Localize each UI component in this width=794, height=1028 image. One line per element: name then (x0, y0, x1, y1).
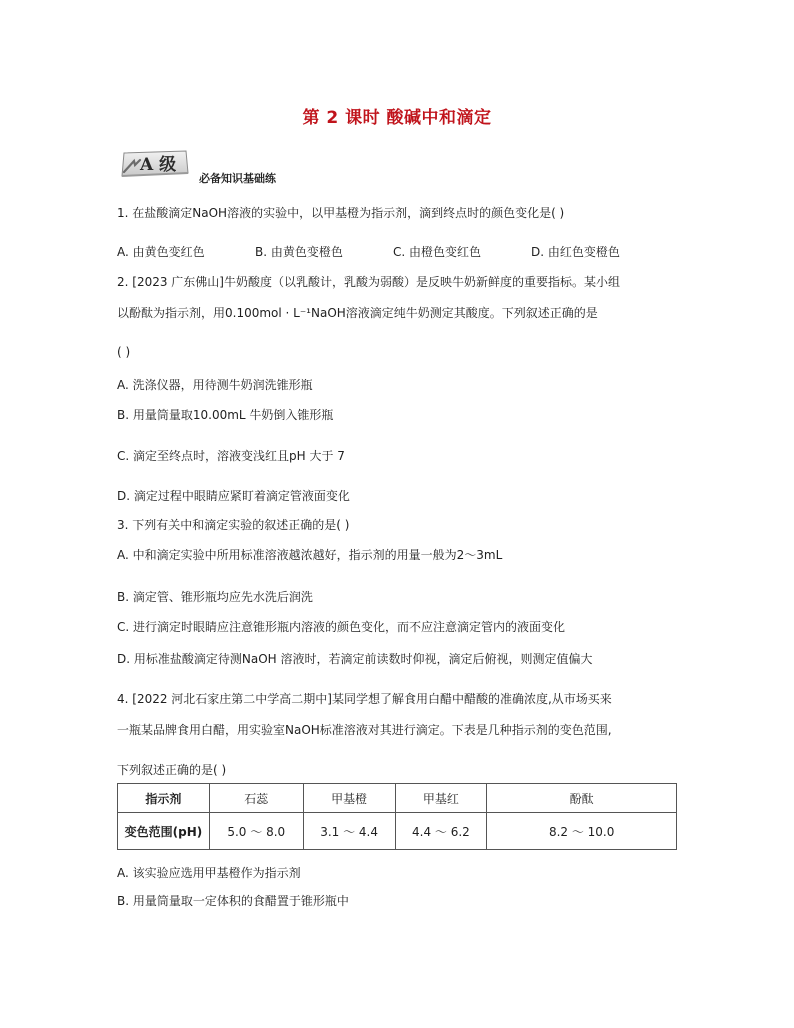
table-header-cell: 指示剂 (118, 784, 210, 813)
section-label: 必备知识基础练 (199, 172, 276, 185)
table-header-cell: 甲基橙 (303, 784, 395, 813)
indicator-table (117, 783, 677, 850)
q2-stem-line2: 以酚酞为指示剂，用0.100mol · L⁻¹NaOH溶液滴定纯牛奶测定其酸度。下列叙述正确的是 (117, 306, 598, 320)
q2-option-c: C. 滴定至终点时，溶液变浅红且pH 大于 7 (117, 449, 345, 463)
table-cell: 4.4 ～ 6.2 (395, 813, 487, 850)
q2-option-a: A. 洗涤仪器，用待测牛奶润洗锥形瓶 (117, 378, 313, 392)
q2-answer-paren: ( ) (117, 345, 131, 359)
table-header-cell: 甲基红 (395, 784, 487, 813)
level-badge (118, 147, 192, 179)
table-cell: 8.2 ～ 10.0 (487, 813, 677, 850)
q1-option-a: A. 由黄色变红色 (117, 245, 205, 259)
q1-option-b: B. 由黄色变橙色 (255, 245, 343, 259)
table-cell: 3.1 ～ 4.4 (303, 813, 395, 850)
level-badge-label: A 级 (140, 155, 177, 175)
q3-option-a: A. 中和滴定实验中所用标准溶液越浓越好，指示剂的用量一般为2～3mL (117, 548, 503, 562)
q4-stem-line3: 下列叙述正确的是( ) (117, 763, 227, 777)
q4-stem-line2: 一瓶某品牌食用白醋，用实验室NaOH标准溶液对其进行滴定。下表是几种指示剂的变色范围, (117, 723, 612, 737)
table-header-cell: 酚酞 (487, 784, 677, 813)
table-cell: 5.0 ～ 8.0 (209, 813, 303, 850)
q4-option-b: B. 用量筒量取一定体积的食醋置于锥形瓶中 (117, 894, 349, 908)
q3-option-c: C. 进行滴定时眼睛应注意锥形瓶内溶液的颜色变化，而不应注意滴定管内的液面变化 (117, 620, 566, 634)
q1-options (117, 243, 677, 261)
page-title: 第 2 课时 酸碱中和滴定 (302, 108, 492, 128)
q1-option-d: D. 由红色变橙色 (531, 245, 620, 259)
q2-option-d: D. 滴定过程中眼睛应紧盯着滴定管液面变化 (117, 489, 350, 503)
q3-option-d: D. 用标准盐酸滴定待测NaOH 溶液时，若滴定前读数时仰视，滴定后俯视，则测定值偏大 (117, 652, 593, 666)
table-header-row (118, 784, 677, 813)
q2-option-b: B. 用量筒量取10.00mL 牛奶倒入锥形瓶 (117, 408, 334, 422)
q3-option-b: B. 滴定管、锥形瓶均应先水洗后润洗 (117, 590, 313, 604)
table-header-cell: 石蕊 (209, 784, 303, 813)
table-row-label: 变色范围(pH) (118, 813, 210, 850)
q4-stem-line1: 4. [2022 河北石家庄第二中学高二期中]某同学想了解食用白醋中醋酸的准确浓度,从市场买来 (117, 692, 612, 706)
table-row (118, 813, 677, 850)
q3-stem: 3. 下列有关中和滴定实验的叙述正确的是( ) (117, 518, 350, 532)
q1-stem: 1. 在盐酸滴定NaOH溶液的实验中，以甲基橙为指示剂，滴到终点时的颜色变化是( ) (117, 206, 565, 220)
q2-stem-line1: 2. [2023 广东佛山]牛奶酸度（以乳酸计，乳酸为弱酸）是反映牛奶新鲜度的重要指标。某小组 (117, 275, 620, 289)
q1-option-c: C. 由橙色变红色 (393, 245, 482, 259)
q4-option-a: A. 该实验应选用甲基橙作为指示剂 (117, 866, 301, 880)
